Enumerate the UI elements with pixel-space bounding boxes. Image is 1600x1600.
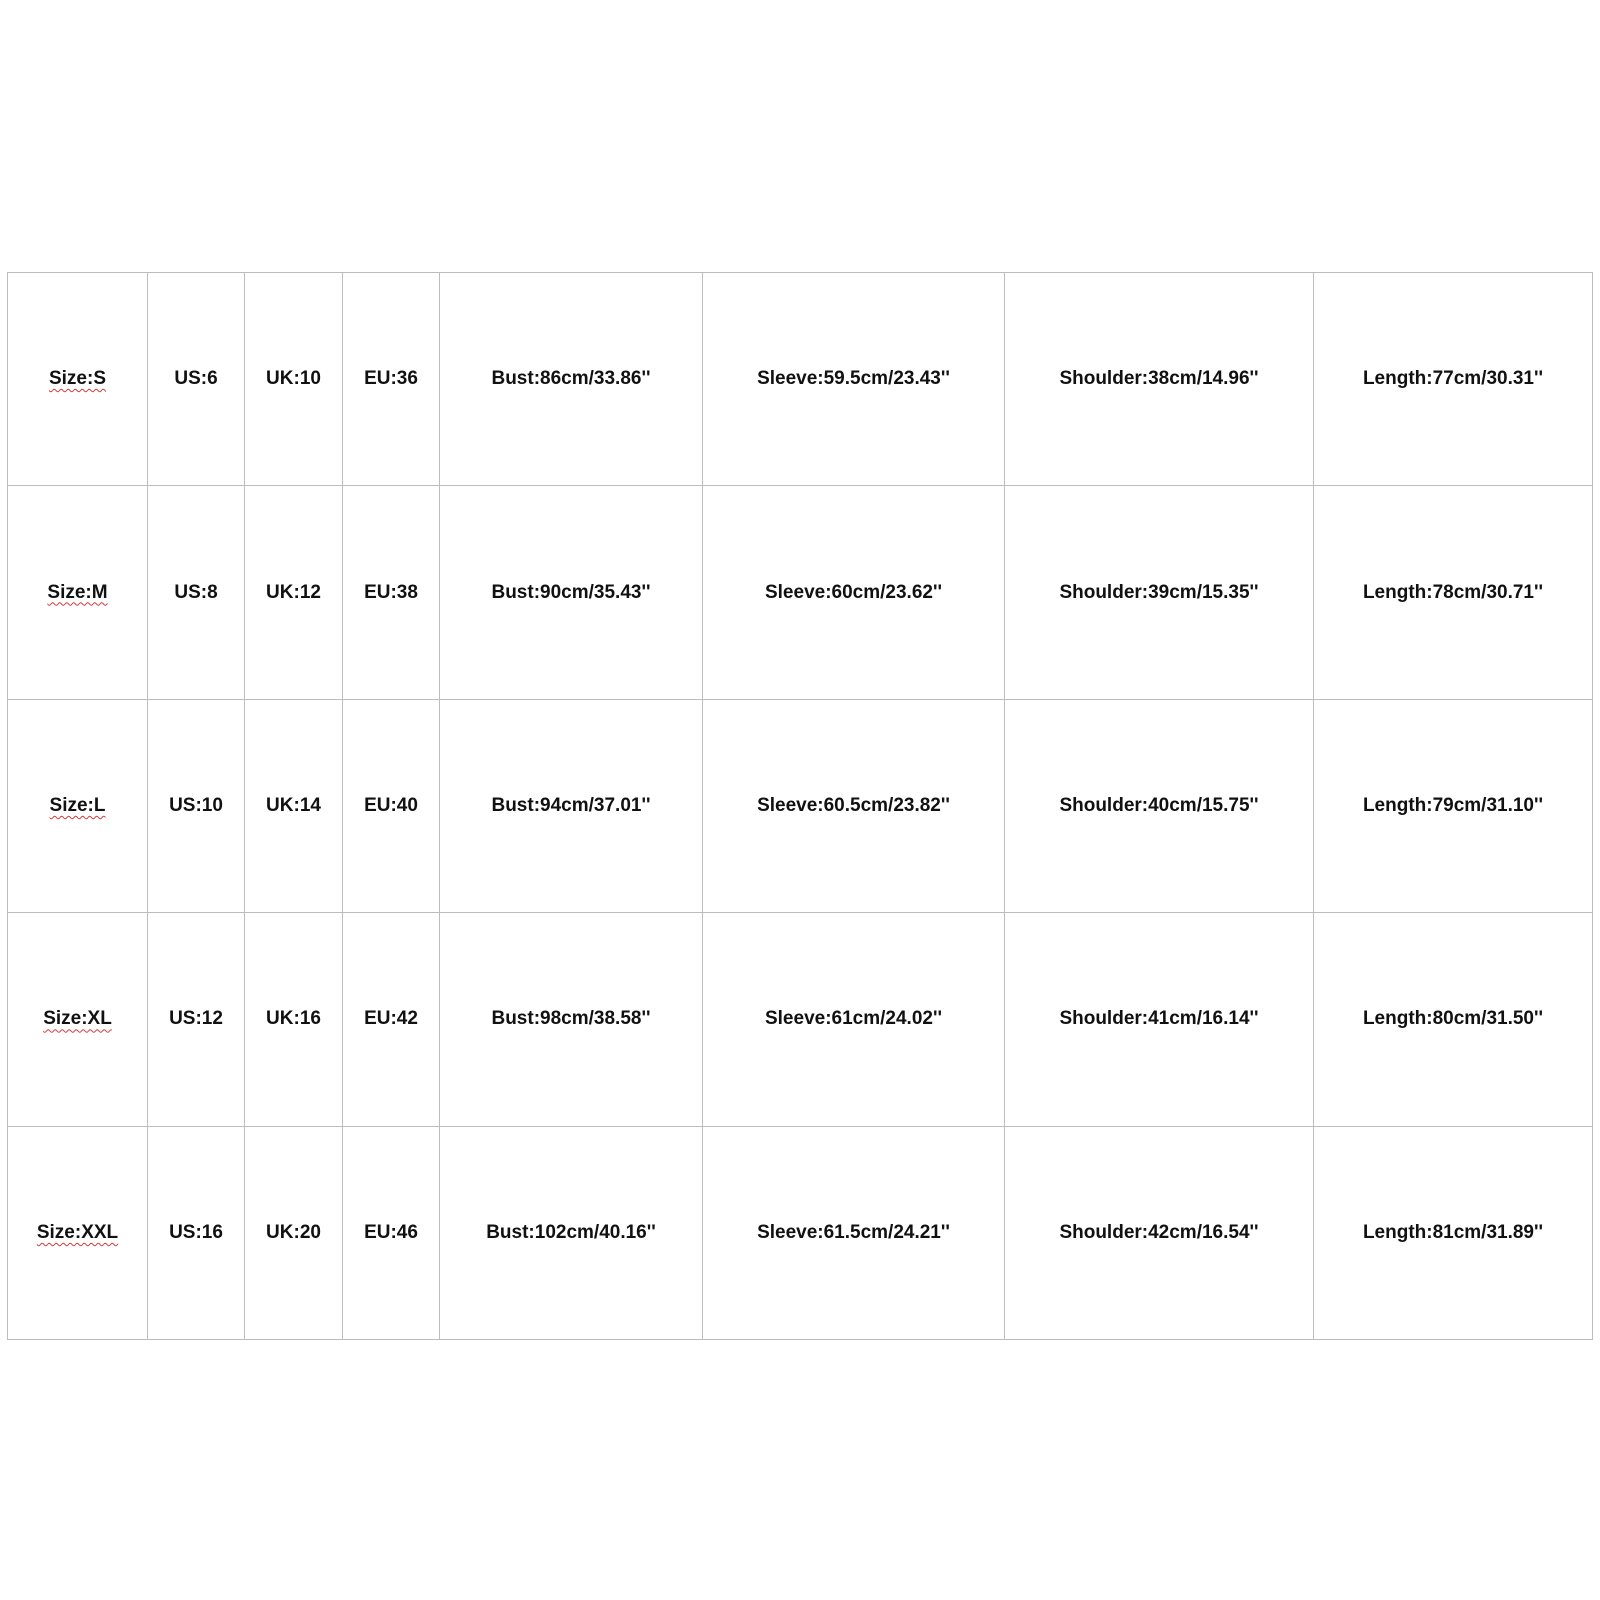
length-cell: Length:77cm/30.31''	[1314, 273, 1593, 486]
sleeve-cell: Sleeve:59.5cm/23.43''	[703, 273, 1005, 486]
table-row	[8, 486, 1593, 699]
eu-size-cell: EU:46	[343, 1126, 440, 1339]
sleeve-cell: Sleeve:60cm/23.62''	[703, 486, 1005, 699]
uk-size-cell: UK:12	[245, 486, 343, 699]
shoulder-cell: Shoulder:41cm/16.14''	[1005, 913, 1314, 1126]
us-size-cell: US:8	[148, 486, 245, 699]
us-size-cell: US:6	[148, 273, 245, 486]
table-row	[8, 699, 1593, 912]
bust-cell: Bust:98cm/38.58''	[440, 913, 703, 1126]
size-label: Size:XXL	[36, 1221, 119, 1243]
eu-size-cell: EU:38	[343, 486, 440, 699]
table-row	[8, 913, 1593, 1126]
size-label: Size:L	[49, 794, 106, 816]
uk-size-cell: UK:20	[245, 1126, 343, 1339]
shoulder-cell: Shoulder:39cm/15.35''	[1005, 486, 1314, 699]
shoulder-cell: Shoulder:38cm/14.96''	[1005, 273, 1314, 486]
sleeve-cell: Sleeve:61cm/24.02''	[703, 913, 1005, 1126]
bust-cell: Bust:86cm/33.86''	[440, 273, 703, 486]
eu-size-cell: EU:36	[343, 273, 440, 486]
eu-size-cell: EU:42	[343, 913, 440, 1126]
table-row	[8, 273, 1593, 486]
uk-size-cell: UK:14	[245, 699, 343, 912]
length-cell: Length:80cm/31.50''	[1314, 913, 1593, 1126]
sleeve-cell: Sleeve:61.5cm/24.21''	[703, 1126, 1005, 1339]
size-cell	[8, 699, 148, 912]
sleeve-cell: Sleeve:60.5cm/23.82''	[703, 699, 1005, 912]
size-label: Size:S	[48, 368, 107, 390]
shoulder-cell: Shoulder:42cm/16.54''	[1005, 1126, 1314, 1339]
bust-cell: Bust:102cm/40.16''	[440, 1126, 703, 1339]
size-cell	[8, 913, 148, 1126]
uk-size-cell: UK:16	[245, 913, 343, 1126]
shoulder-cell: Shoulder:40cm/15.75''	[1005, 699, 1314, 912]
size-cell	[8, 486, 148, 699]
table-row	[8, 1126, 1593, 1339]
us-size-cell: US:12	[148, 913, 245, 1126]
bust-cell: Bust:94cm/37.01''	[440, 699, 703, 912]
size-cell	[8, 273, 148, 486]
bust-cell: Bust:90cm/35.43''	[440, 486, 703, 699]
size-chart-table	[7, 272, 1593, 1340]
length-cell: Length:79cm/31.10''	[1314, 699, 1593, 912]
uk-size-cell: UK:10	[245, 273, 343, 486]
length-cell: Length:78cm/30.71''	[1314, 486, 1593, 699]
us-size-cell: US:10	[148, 699, 245, 912]
length-cell: Length:81cm/31.89''	[1314, 1126, 1593, 1339]
size-cell	[8, 1126, 148, 1339]
us-size-cell: US:16	[148, 1126, 245, 1339]
size-label: Size:XL	[43, 1008, 112, 1030]
size-label: Size:M	[47, 581, 108, 603]
eu-size-cell: EU:40	[343, 699, 440, 912]
